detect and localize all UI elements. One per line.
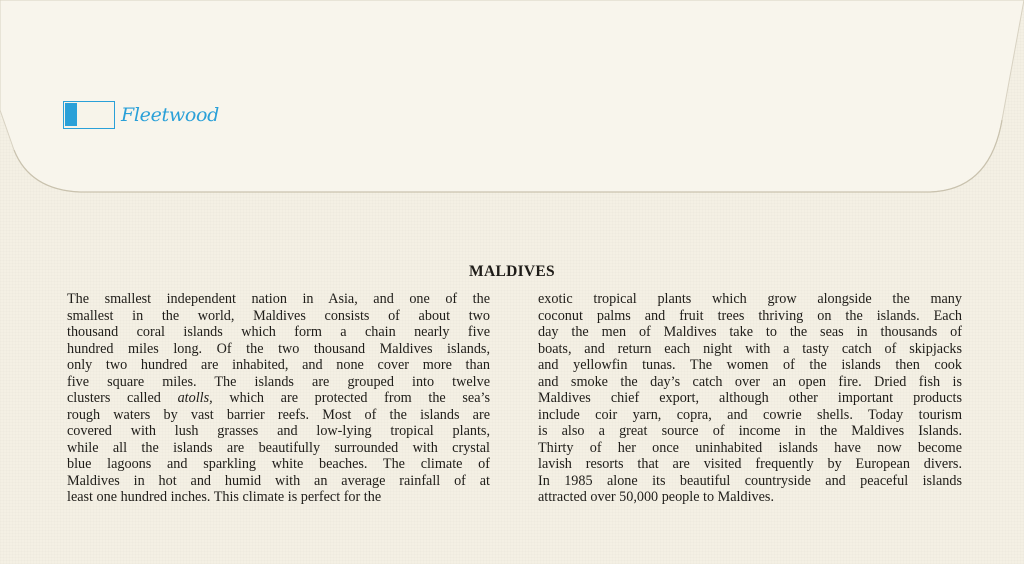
envelope-flap — [0, 0, 1024, 196]
text-line: include coir yarn, copra, and cowrie shells. Today tourism — [538, 406, 962, 423]
article-right-column — [538, 291, 962, 506]
text-line: In 1985 alone its beautiful countryside and peaceful islands — [538, 472, 962, 489]
text-line: and smoke the day’s catch over an open fire. Dried fish is — [538, 373, 962, 390]
text-line: hundred miles long. Of the two thousand Maldives islands, — [67, 340, 490, 357]
text-line: day the men of Maldives take to the seas in thousands of — [538, 324, 962, 340]
logo-wordmark: Fleetwood — [121, 104, 219, 126]
article-title: MALDIVES — [469, 263, 555, 280]
text-line: blue lagoons and sparkling white beaches. The climate of — [67, 456, 490, 472]
text-line: attracted over 50,000 people to Maldives. — [538, 489, 774, 505]
text-line: exotic tropical plants which grow alongside the many — [538, 291, 962, 307]
article-left-column — [67, 291, 490, 506]
text-segment: which are protected from the sea’s — [212, 390, 490, 406]
text-line: is also a great source of income in the Maldives Islands. — [538, 423, 962, 439]
text-line: Thirty of her once uninhabited islands have now become — [538, 439, 962, 456]
text-line — [67, 390, 490, 407]
text-line: and yellowfin tunas. The women of the islands then cook — [538, 357, 962, 373]
text-line: Maldives chief export, although other important products — [538, 390, 962, 406]
text-line: five square miles. The islands are grouped into twelve — [67, 373, 490, 390]
fleetwood-logo — [63, 101, 219, 129]
text-line: lavish resorts that are visited frequently by European divers. — [538, 456, 962, 472]
logo-box-icon — [63, 101, 115, 129]
text-line: coconut palms and fruit trees thriving on the islands. Each — [538, 307, 962, 324]
text-line: while all the islands are beautifully surrounded with crystal — [67, 439, 490, 456]
text-line: only two hundred are inhabited, and none cover more than — [67, 357, 490, 373]
text-line: Maldives in hot and humid with an average rainfall of at — [67, 472, 490, 489]
italic-term: atolls, — [177, 390, 213, 406]
text-line: smallest in the world, Maldives consists of about two — [67, 307, 490, 324]
text-segment: clusters called — [67, 390, 178, 406]
text-line: boats, and return each night with a tasty catch of skipjacks — [538, 340, 962, 357]
text-line: least one hundred inches. This climate is perfect for the — [67, 489, 382, 505]
text-line: rough waters by vast barrier reefs. Most of the islands are — [67, 406, 490, 423]
text-line: thousand coral islands which form a chain nearly five — [67, 324, 490, 340]
text-line: covered with lush grasses and low-lying tropical plants, — [67, 423, 490, 439]
text-line: The smallest independent nation in Asia, and one of the — [67, 291, 490, 307]
